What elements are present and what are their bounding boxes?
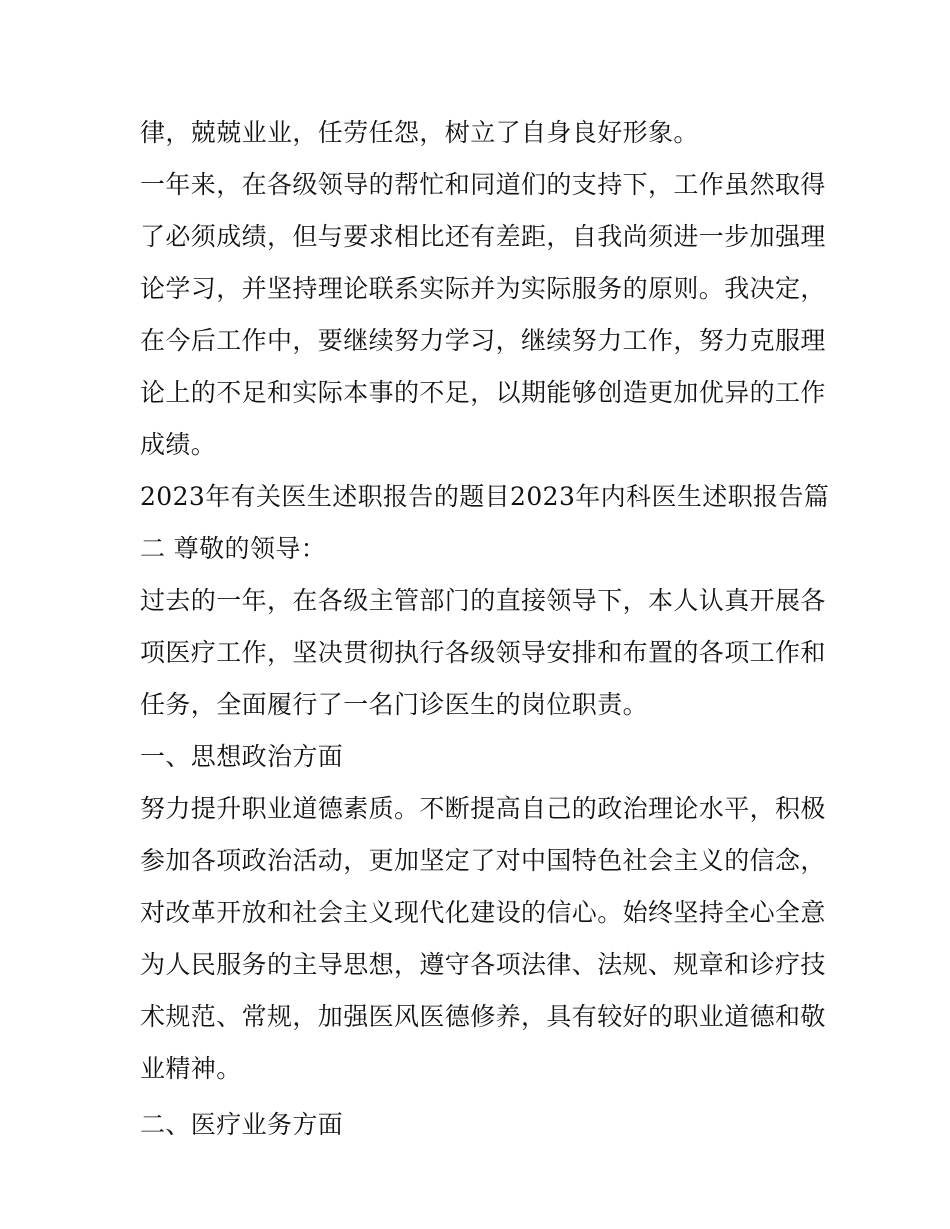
text-line: 为人民服务的主导思想，遵守各项法律、法规、规章和诊疗技 [140, 950, 826, 979]
text-line: 术规范、常规，加强医风医德修养，具有较好的职业道德和敬 [140, 1002, 826, 1031]
document-body [140, 107, 830, 1151]
text-line: 努力提升职业道德素质。不断提高自己的政治理论水平，积极 [140, 794, 826, 823]
text-line: 对改革开放和社会主义现代化建设的信心。始终坚持全心全意 [140, 898, 826, 927]
text-line: 任务，全面履行了一名门诊医生的岗位职责。 [140, 690, 649, 719]
text-line: 项医疗工作，坚决贯彻执行各级领导安排和布置的各项工作和 [140, 638, 826, 667]
text-line: 过去的一年，在各级主管部门的直接领导下，本人认真开展各 [140, 586, 826, 615]
text-line: 参加各项政治活动，更加坚定了对中国特色社会主义的信念， [140, 846, 826, 875]
text-line: 业精神。 [140, 1054, 242, 1083]
text-line: 论上的不足和实际本事的不足，以期能够创造更加优异的工作 [140, 378, 826, 407]
section-heading: 二、医疗业务方面 [140, 1110, 344, 1139]
text-line: 了必须成绩，但与要求相比还有差距，自我尚须进一步加强理 [140, 222, 826, 251]
text-line: 二 尊敬的领导： [140, 534, 327, 563]
text-line: 律，兢兢业业，任劳任怨，树立了自身良好形象。 [140, 118, 699, 147]
text-line: 在今后工作中，要继续努力学习，继续努力工作，努力克服理 [140, 326, 826, 355]
section-heading: 一、思想政治方面 [140, 742, 344, 771]
text-line: 论学习，并坚持理论联系实际并为实际服务的原则。我决定， [140, 274, 826, 303]
text-line: 成绩。 [140, 430, 217, 459]
text-line: 2023年有关医生述职报告的题目2023年内科医生述职报告篇 [140, 482, 830, 511]
text-line: 一年来，在各级领导的帮忙和同道们的支持下，工作虽然取得 [140, 170, 826, 199]
